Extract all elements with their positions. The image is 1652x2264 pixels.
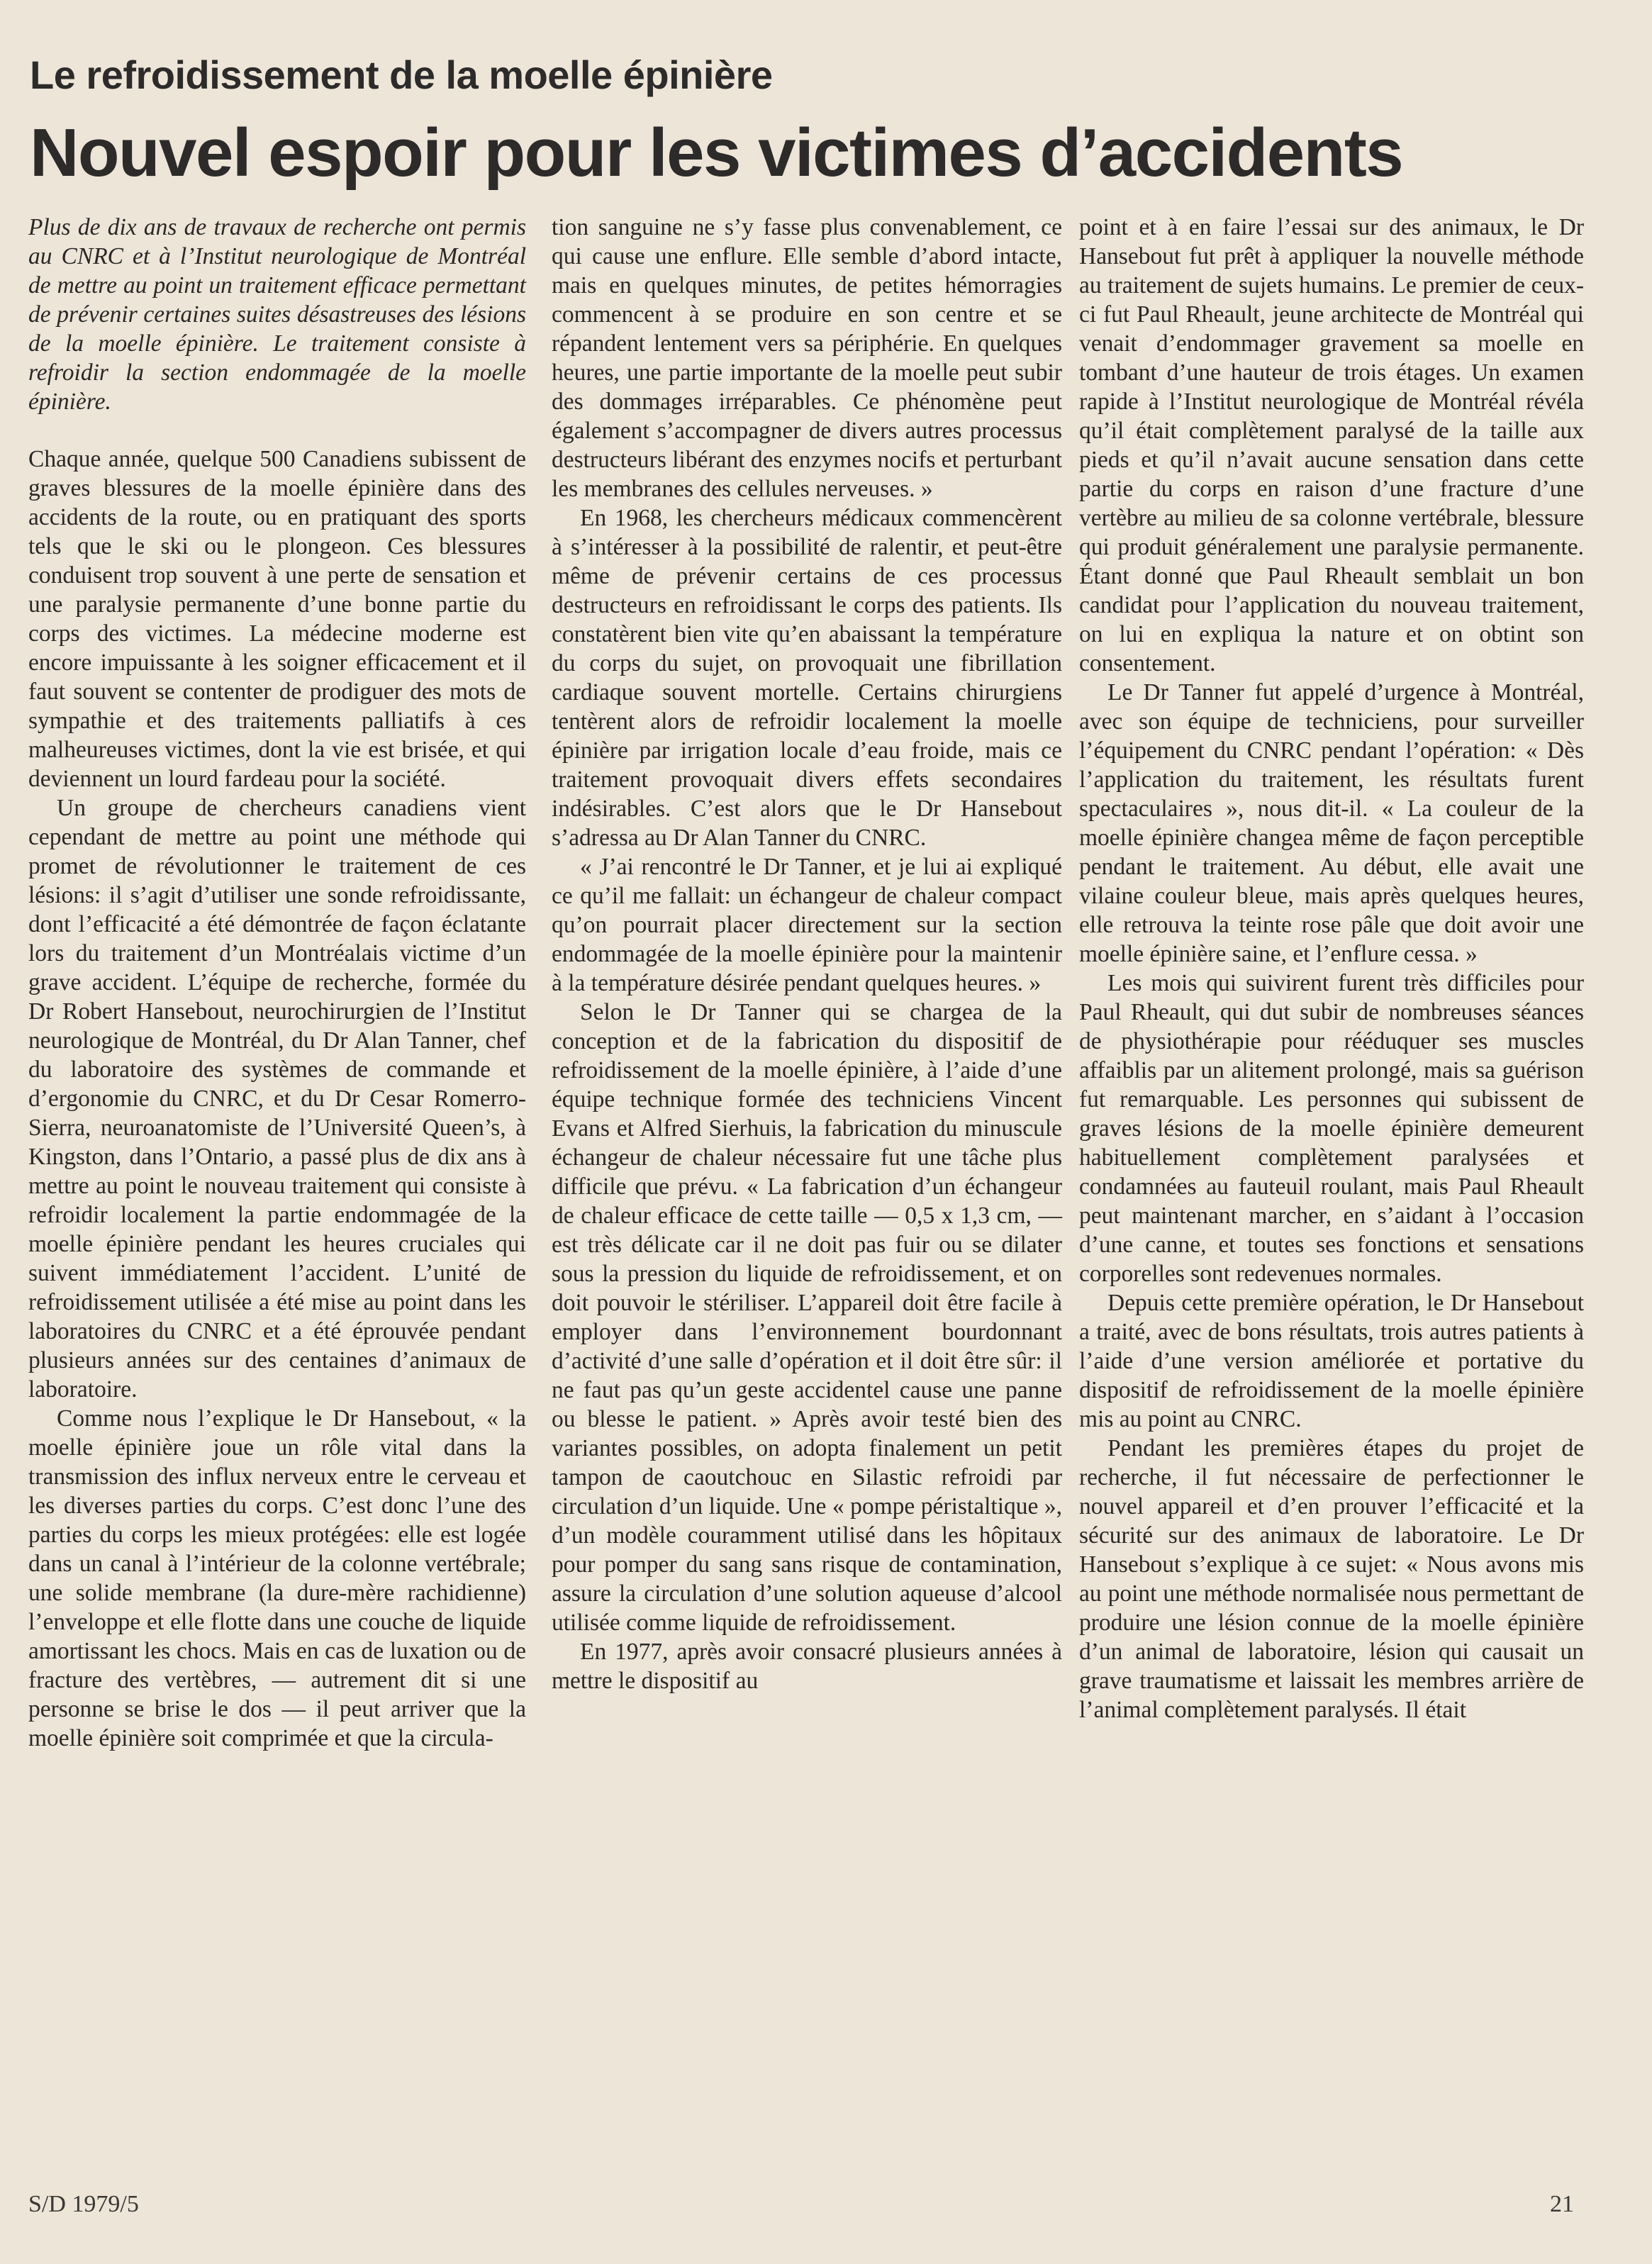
paragraph: Le Dr Tanner fut appelé d’urgence à Montréal, avec son équipe de techniciens, pour surveiller l’équipement du CNRC pendant l’opération: « Dès l’application du traitement, les résultats furent spectaculaires », nous dit-il. « La couleur de la moelle épinière changea même de façon perceptible pendant le traitement. Au début, elle avait une vilaine couleur bleue, mais après quelques heures, elle retrouva la teinte rose pâle que doit avoir une moelle épinière saine, et l’enflure cessa. » xyxy=(1079,679,1584,967)
column-1 xyxy=(28,213,526,1753)
issue-label: S/D 1979/5 xyxy=(28,2191,139,2217)
paragraph: « J’ai rencontré le Dr Tanner, et je lui ai expliqué ce qu’il me fallait: un échangeur de chaleur compact qu’on pourrait placer directement sur la section endommagée de la moelle épinière pour la maintenir à la température désirée pendant quelques heures. » xyxy=(552,854,1062,996)
column-3 xyxy=(1079,213,1584,1724)
article-lead: Plus de dix ans de travaux de recherche ont permis au CNRC et à l’Institut neurologique de Montréal de mettre au point un traitement efficace permettant de prévenir certaines suites désastreuses des lésions de la moelle épinière. Le traitement consiste à refroidir la section endommagée de la moelle épinière. xyxy=(28,214,526,415)
paragraph: Un groupe de chercheurs canadiens vient cependant de mettre au point une méthode qui promet de révolutionner le traitement de ces lésions: il s’agit d’utiliser une sonde refroidissante, dont l’efficacité a été démontrée de façon éclatante lors du traitement d’un Montréalais victime d’un grave accident. L’équipe de recherche, formée du Dr Robert Hansebout, neurochirurgien de l’Institut neurologique de Montréal, du Dr Alan Tanner, chef du laboratoire des systèmes de commande et d’ergonomie du CNRC, et du Dr Cesar Romerro-Sierra, neuroanatomiste de l’Université Queen’s, à Kingston, dans l’Ontario, a passé plus de dix ans à mettre au point le nouveau traitement qui consiste à refroidir localement la partie endommagée de la moelle épinière pendant les heures cruciales qui suivent immédiatement l’accident. L’unité de refroidissement utilisée a été mise au point dans les laboratoires du CNRC et a été éprouvée pendant plusieurs années sur des centaines d’animaux de laboratoire. xyxy=(28,795,526,1403)
paragraph: Chaque année, quelque 500 Canadiens subissent de graves blessures de la moelle épinière dans des accidents de la route, ou en pratiquant des sports tels que le ski ou le plongeon. Ces blessures conduisent trop souvent à une perte de sensation et une paralysie permanente d’une bonne partie du corps des victimes. La médecine moderne est encore impuissante à les soigner efficacement et il faut souvent se contenter de prodiguer des mots de sympathie et des traitements palliatifs à ces malheureuses victimes, dont la vie est brisée, et qui deviennent un lourd fardeau pour la société. xyxy=(28,446,526,792)
column-2 xyxy=(552,213,1062,1695)
article-title: Nouvel espoir pour les victimes d’accidents xyxy=(30,115,1403,191)
paragraph: Pendant les premières étapes du projet de recherche, il fut nécessaire de perfectionner le nouvel appareil et d’en prouver l’efficacité et la sécurité sur des animaux de laboratoire. Le Dr Hansebout s’explique à ce sujet: « Nous avons mis au point une méthode normalisée nous permettant de produire une lésion connue de la moelle épinière d’un animal de laboratoire, lésion qui causait un grave traumatisme et laissait les membres arrière de l’animal complètement paralysés. Il était xyxy=(1079,1435,1584,1723)
paragraph: Selon le Dr Tanner qui se chargea de la conception et de la fabrication du dispositif de refroidissement de la moelle épinière, à l’aide d’une équipe technique formée des techniciens Vincent Evans et Alfred Sierhuis, la fabrication du minuscule échangeur de chaleur nécessaire fut une tâche plus difficile que prévu. « La fabrication d’un échangeur de chaleur efficace de cette taille — 0,5 x 1,3 cm, — est très délicate car il ne doit pas fuir ou se dilater sous la pression du liquide de refroidissement, et on doit pouvoir le stériliser. L’appareil doit être facile à employer dans l’environnement bourdonnant d’activité d’une salle d’opération et il doit être sûr: il ne faut pas qu’un geste accidentel cause une panne ou blesse le patient. » Après avoir testé bien des variantes possibles, on adopta finalement un petit tampon de caoutchouc en Silastic refroidi par circulation d’un liquide. Une « pompe péristaltique », d’un modèle couramment utilisé dans les hôpitaux pour pomper du sang sans risque de contamination, assure la circulation d’une solution aqueuse d’alcool utilisée comme liquide de refroidissement. xyxy=(552,999,1062,1636)
paragraph: point et à en faire l’essai sur des animaux, le Dr Hansebout fut prêt à appliquer la nouvelle méthode au traitement de sujets humains. Le premier de ceux-ci fut Paul Rheault, jeune architecte de Montréal qui venait d’endommager gravement sa moelle en tombant d’une hauteur de trois étages. Un examen rapide à l’Institut neurologique de Montréal révéla qu’il était complètement paralysé de la taille aux pieds et qu’il n’avait aucune sensation dans cette partie du corps en raison d’une fracture d’une vertèbre au milieu de sa colonne vertébrale, blessure qui produit généralement une paralysie permanente. Étant donné que Paul Rheault semblait un bon candidat pour l’application du nouveau traitement, on lui en expliqua la nature et on obtint son consentement. xyxy=(1079,214,1584,676)
paragraph: Depuis cette première opération, le Dr Hansebout a traité, avec de bons résultats, trois autres patients à l’aide d’une version améliorée et portative du dispositif de refroidissement de la moelle épinière mis au point au CNRC. xyxy=(1079,1290,1584,1432)
paragraph: Comme nous l’explique le Dr Hansebout, « la moelle épinière joue un rôle vital dans la transmission des influx nerveux entre le cerveau et les diverses parties du corps. C’est donc l’une des parties du corps les mieux protégées: elle est logée dans un canal à l’intérieur de la colonne vertébrale; une solide membrane (la dure-mère rachidienne) l’enveloppe et elle flotte dans une couche de liquide amortissant les chocs. Mais en cas de luxation ou de fracture des vertèbres, — autrement dit si une personne se brise le dos — il peut arriver que la moelle épinière soit comprimée et que la circula- xyxy=(28,1405,526,1751)
page-number: 21 xyxy=(1550,2191,1574,2217)
article-kicker: Le refroidissement de la moelle épinière xyxy=(30,52,773,97)
paragraph: En 1977, après avoir consacré plusieurs années à mettre le dispositif au xyxy=(552,1639,1062,1694)
paragraph: En 1968, les chercheurs médicaux commencèrent à s’intéresser à la possibilité de ralentir, et peut-être même de prévenir certains de ces processus destructeurs en refroidissant le corps des patients. Ils constatèrent bien vite qu’en abaissant la température du corps du sujet, on provoquait une fibrillation cardiaque souvent mortelle. Certains chirurgiens tentèrent alors de refroidir localement la moelle épinière par irrigation locale d’eau froide, mais ce traitement provoquait divers effets secondaires indésirables. C’est alors que le Dr Hansebout s’adressa au Dr Alan Tanner du CNRC. xyxy=(552,505,1062,851)
paragraph: Les mois qui suivirent furent très difficiles pour Paul Rheault, qui dut subir de nombreuses séances de physiothérapie pour rééduquer ses muscles affaiblis par un alitement prolongé, mais sa guérison fut remarquable. Les personnes qui subissent de graves lésions de la moelle épinière demeurent habituellement complètement paralysées et condamnées au fauteuil roulant, mais Paul Rheault peut maintenant marcher, en s’aidant à l’occasion d’une canne, et toutes ses fonctions et sensations corporelles sont redevenues normales. xyxy=(1079,970,1584,1287)
paragraph: tion sanguine ne s’y fasse plus convenablement, ce qui cause une enflure. Elle semble d’abord intacte, mais en quelques minutes, de petites hémorragies commencent à se produire en son centre et se répandent lentement vers sa périphérie. En quelques heures, une partie importante de la moelle peut subir des dommages irréparables. Ce phénomène peut également s’accompagner de divers autres processus destructeurs libérant des enzymes nocifs et perturbant les membranes des cellules nerveuses. » xyxy=(552,214,1062,502)
